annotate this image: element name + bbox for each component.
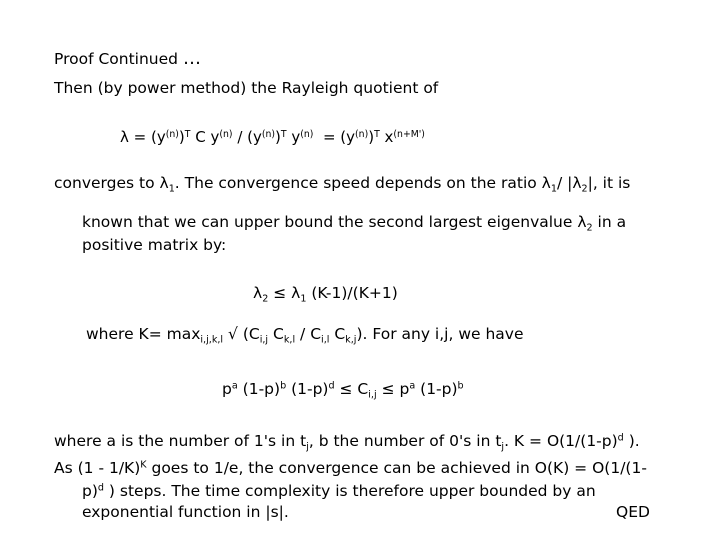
eigenvalue-bound-equation: $\lambda_2 \le \lambda_1$ (K-1)/(K+1) (253, 284, 398, 305)
title-dots: … (182, 48, 202, 69)
rayleigh-equation: $\lambda = (y^{(n)})^T$ C $y^{(n)} / (y^{(n)})^T$ $y^{(n)} = (y^{(n)})^T$ $x^{(n+M')}$ (120, 128, 425, 146)
convergence-line: converges to $\lambda_1$. The convergence speed depends on the ratio $\lambda_1/$ $|\lambda_2|$, it is (54, 174, 631, 195)
intro-line: Then (by power method) the Rayleigh quotient of (54, 79, 439, 97)
bound-line: known that we can upper bound the second largest eigenvalue $\lambda_2$ in a (82, 213, 627, 234)
entry-bound-equation: $p^a$ $(1-p)^b$ $(1-p)^d \le C_{i,j} \le p^a$ $(1-p)^b$ (222, 380, 464, 401)
convergence-rate-line: As (1 - 1/K)$^K$ goes to 1/e, the convergence can be achieved in O(K) = O(1/(1- (54, 459, 647, 477)
steps-line: p)$^d$ ) steps. The time complexity is therefore upper bounded by an (82, 482, 596, 500)
complexity-line: exponential function in |s|. (82, 503, 289, 521)
qed-mark: QED (616, 503, 650, 521)
k-definition-line: where $K= \max_{i,j,k,l}$ √ ($C_{i,j}$ $C_{k,l} / C_{i,l}$ $C_{k,j}$). For any i,j, we have (86, 325, 524, 346)
title-text: Proof Continued (54, 50, 178, 68)
matrix-line: positive matrix by: (82, 236, 227, 254)
parameters-line: where a is the number of 1's in $t_j$, b the number of 0's in $t_j$. $K = O(1/(1-p)^d$ ). (54, 432, 640, 453)
title-line (54, 48, 202, 70)
